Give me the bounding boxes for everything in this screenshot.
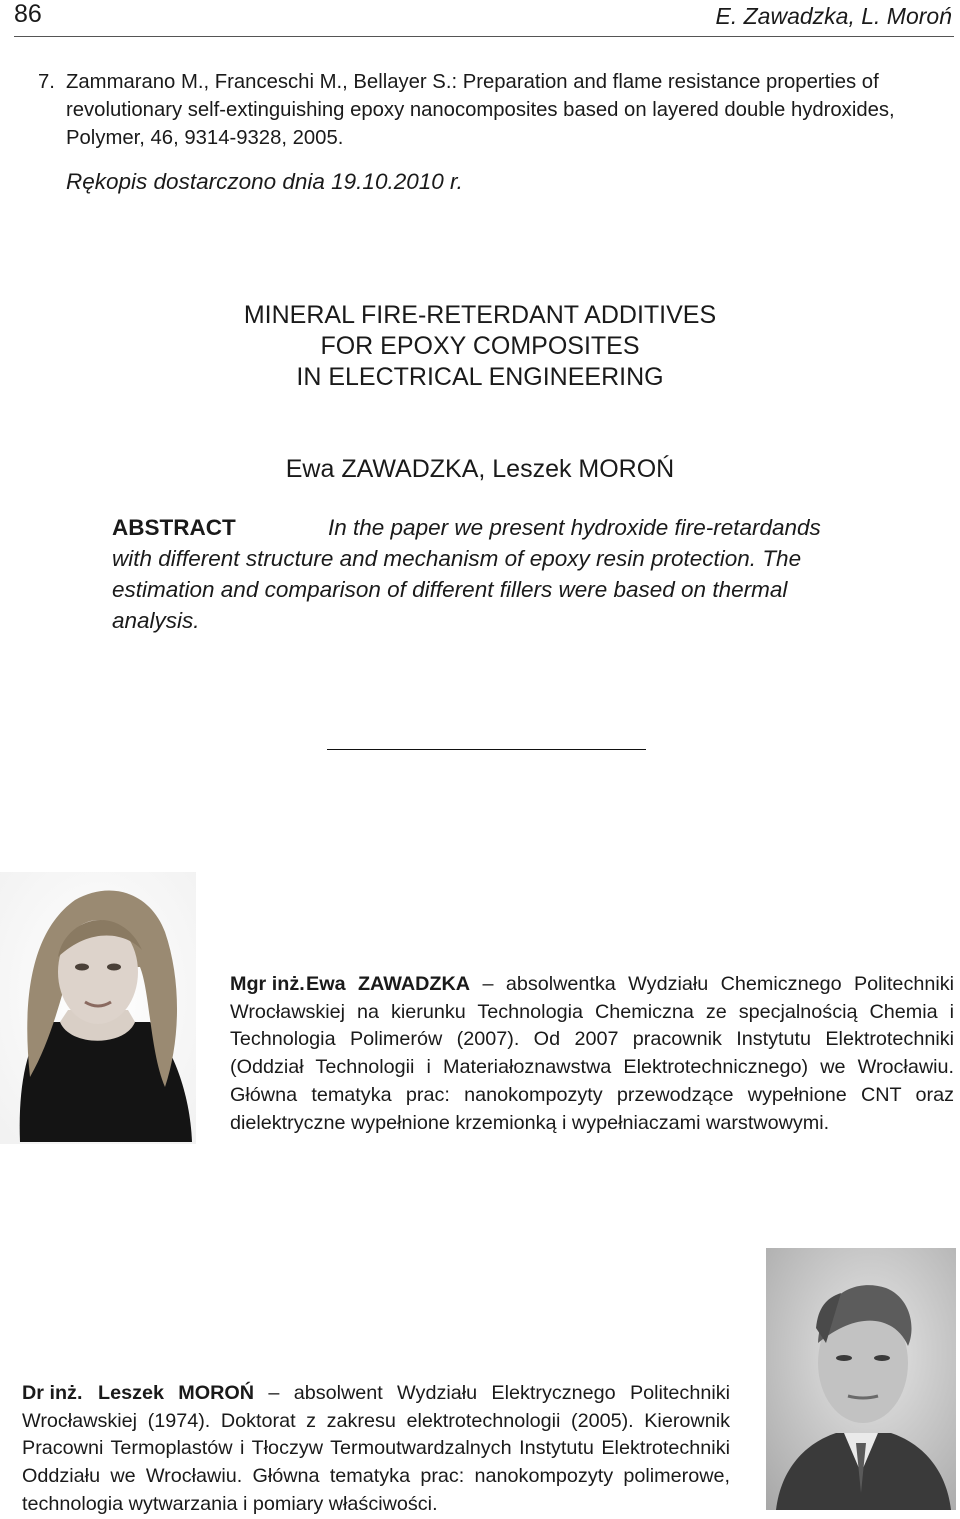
bio-name: Ewa ZAWADZKA (306, 973, 471, 995)
bio-degree: Mgr inż. (230, 973, 305, 995)
bio-dash: – (482, 973, 494, 995)
bio-text: absolwentka Wydziału Chemicznego Politechniki Wrocławskiej na kierunku Technologia Chemiczna ze specjalnością Chemia i Technologia Polimerów (2007). Od 2007 pracownik Instytutu Elektrotechniki (Oddział Technologii i Materiałoznawstwa Elektrotechnicznego) we Wrocławiu. Główna tematyka prac: nanokompozyty przewodzące wypełnione CNT oraz dielektryczne wypełnione krzemionką i wypełniaczami warstwowymi. (230, 973, 955, 1134)
abstract (112, 512, 864, 636)
section-separator-line (327, 749, 646, 750)
paper-title-line-2: FOR EPOXY COMPOSITES (320, 332, 640, 360)
author-bio-moron (22, 1380, 730, 1519)
reference-item (38, 68, 918, 152)
running-head: E. Zawadzka, L. Moroń (715, 3, 952, 29)
reference-text: Zammarano M., Franceschi M., Bellayer S.: Preparation and flame resistance properties of revolutionary self-extinguishing epoxy nanocomposites based on layered double hydroxides, Polymer, 46, 9314-9328, 2005. (66, 71, 895, 149)
paper-title-line-3: IN ELECTRICAL ENGINEERING (296, 363, 664, 391)
page-header (14, 0, 954, 37)
paper-authors: Ewa ZAWADZKA, Leszek MOROŃ (285, 455, 675, 483)
reference-number: 7. (38, 71, 55, 93)
bio-degree: Dr inż. (22, 1382, 83, 1404)
abstract-text: In the paper we present hydroxide fire-retardands with different structure and mechanism of epoxy resin protection. The estimation and comparison of different fillers were based on thermal analysis. (112, 515, 821, 633)
author-photo-zawadzka (0, 872, 196, 1144)
author-bio-zawadzka (230, 971, 954, 1137)
page-number: 86 (14, 0, 42, 28)
abstract-label: ABSTRACT (112, 515, 236, 540)
bio-dash: – (268, 1382, 280, 1404)
bio-text: absolwent Wydziału Elektrycznego Politechniki Wrocławskiej (1974). Doktorat z zakresu elektrotechnologii (2005). Kierownik Pracowni Termoplastów i Tłoczyw Termoutwardzalnych Instytutu Elektrotechniki Oddziału we Wrocławiu. Główna tematyka prac: nanokompozyty polimerowe, technologia wytwarzania i pomiary właściwości. (22, 1382, 730, 1515)
manuscript-received-date: Rękopis dostarczono dnia 19.10.2010 r. (66, 169, 463, 194)
paper-title-line-1: MINERAL FIRE-RETERDANT ADDITIVES (243, 301, 717, 329)
author-photo-moron (766, 1248, 956, 1510)
bio-name: Leszek MOROŃ (98, 1382, 255, 1404)
paper-title (0, 300, 960, 393)
